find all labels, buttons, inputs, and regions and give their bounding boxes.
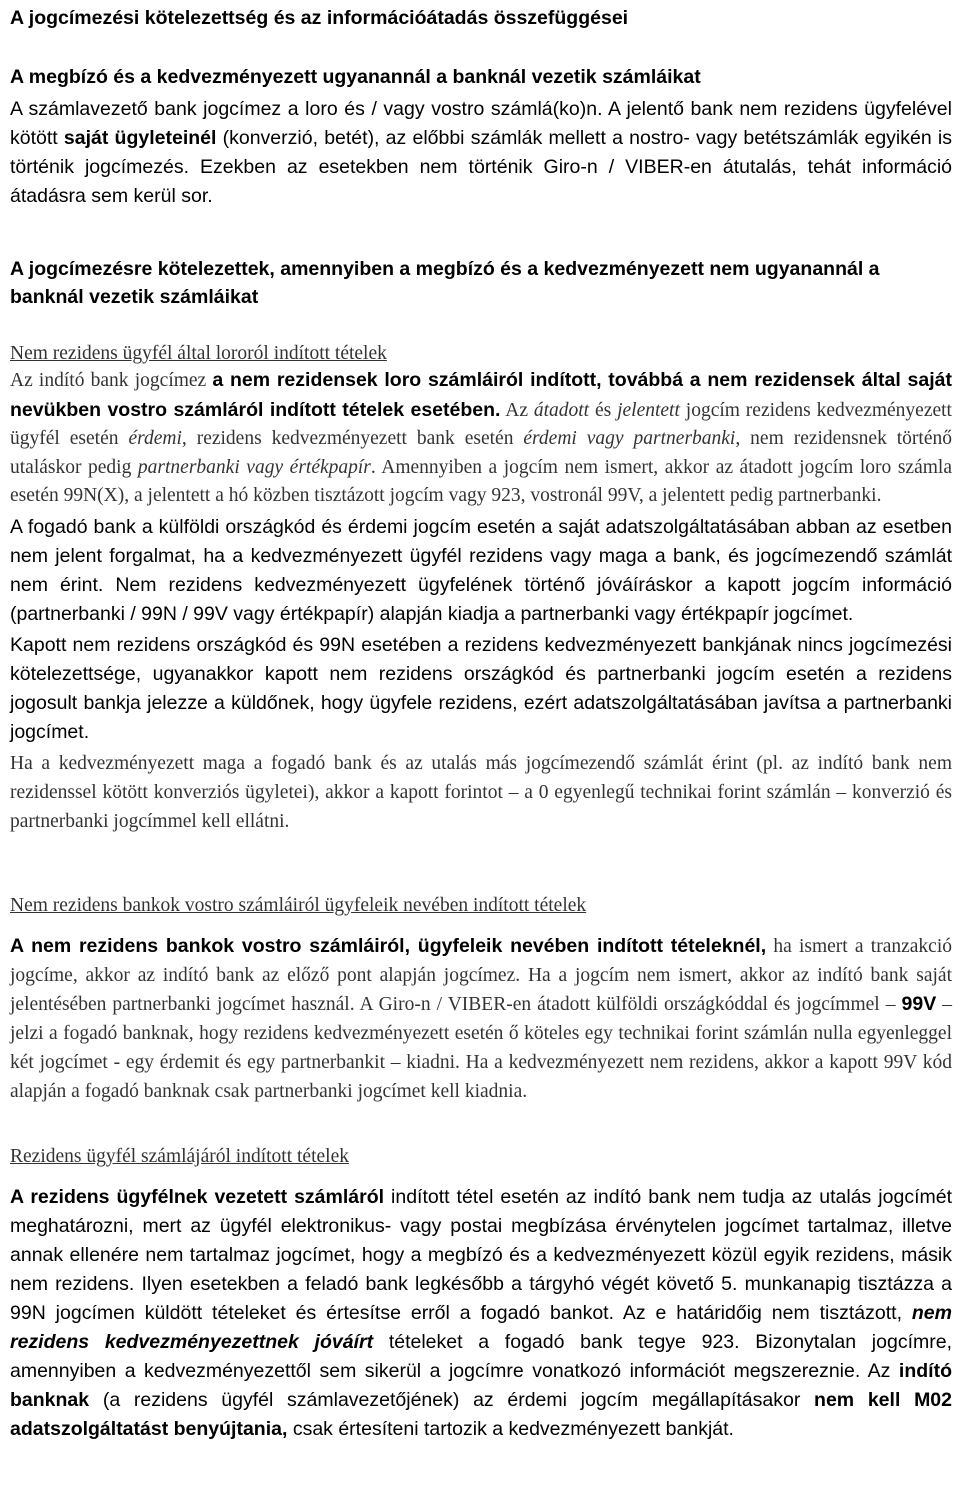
subheading-resident-client: Rezidens ügyfél számlájáról indított tételek <box>10 1146 349 1167</box>
bold-run: 99V <box>901 993 937 1015</box>
bold-run: nem kell M02 adatszolgáltatást benyújtania, <box>10 1389 952 1440</box>
paragraph-nonresident-banks <box>10 932 952 1106</box>
bold-run: A rezidens ügyfélnek vezetett számláról <box>10 1186 385 1208</box>
paragraph-resident-beneficiary: Kapott nem rezidens országkód és 99N esetében a rezidens kedvezményezett bankjának nincs jogcímezési kötelezettsége, ugyanakkor kapott nem rezidens országkód és partnerbanki jogcím esetén a rezidens jogosult bankja jelezze a küldőnek, hogy ügyfele rezidens, ezért adatszolgáltatásában javítsa a partnerbanki jogcímet. <box>10 633 952 743</box>
bold-italic-run: nem rezidens kedvezményezettnek jóváírt <box>10 1302 952 1353</box>
section-2-body <box>10 366 952 836</box>
text-run: tételeket a fogadó bank tegye 923. Bizonytalan jogcímre, amennyiben a kedvezményezettől sem sikerül a jogcímre vonatkozó információt megszereznie. Az <box>10 1331 952 1382</box>
bold-run: indító banknak <box>10 1360 952 1411</box>
paragraph-initiating-bank <box>10 366 952 511</box>
document-title-block <box>10 4 952 32</box>
text-run: , nem rezidensnek történő utaláskor pedig <box>10 428 952 478</box>
italic-run: érdemi <box>128 428 182 449</box>
section-4 <box>10 1143 952 1444</box>
section-2-sub-1 <box>10 340 952 368</box>
paragraph-beneficiary-bank: Ha a kedvezményezett maga a fogadó bank és az utalás más jogcímezendő számlát érint (pl. az indító bank nem rezidenssel kötött konverziós ügyletei), akkor a kapott forintot – a 0 egyenlegű technikai forint számlán – konverzió és partnerbanki jogcímmel kell ellátni. <box>10 752 952 832</box>
bold-run: saját ügyleteinél <box>63 127 217 149</box>
text-run: (konverzió, betét), az előbbi számlák mellett a nostro- vagy betétszámlák egyikén is történik jogcímezés. Ezekben az esetekben nem történik Giro-n / VIBER-en átutalás, tehát információ átadásra sem kerül sor. <box>10 127 952 207</box>
paragraph-receiving-bank: A fogadó bank a külföldi országkód és érdemi jogcím esetén a saját adatszolgáltatásában abban az esetben nem jelent forgalmat, ha a kedvezményezett ügyfél rezidens vagy maga a bank, és jogcímezendő számlát nem érint. Nem rezidens kedvezményezett ügyfelének történő jóváíráskor a kapott jogcím információ (partnerbanki / 99N / 99V vagy értékpapír) alapján kiadja a partnerbanki vagy értékpapír jogcímet. <box>10 515 952 625</box>
text-run: ha ismert a tranzakció jogcíme, akkor az indító bank az előző pont alapján jogcímez. Ha a jogcím nem ismert, akkor az indító bank saját jelentésében partnerbanki jogcímet használ. A Giro-n / VIBER-en átadott külföldi országkóddal és jogcímmel – <box>10 936 953 1015</box>
section-1-paragraph <box>10 95 952 211</box>
italic-run: jelentett <box>617 399 680 421</box>
text-run: és <box>589 399 618 421</box>
italic-run: átadott <box>533 399 590 421</box>
subheading-nonresident-banks-vostro: Nem rezidens bankok vostro számláiról ügyfeleik nevében indított tételek <box>10 895 587 916</box>
section-2-heading: A jogcímezésre kötelezettek, amennyiben a megbízó és a kedvezményezett nem ugyanannál a banknál vezetik számláikat <box>10 258 880 308</box>
subheading-nonresident-loro: Nem rezidens ügyfél által lororól indított tételek <box>10 343 387 364</box>
text-run: indított tétel esetén az indító bank nem tudja az utalás jogcímét meghatározni, mert az ügyfél elektronikus- vagy postai megbízása érvénytelen jogcímet tartalmaz, illetve annak ellenére nem tartalmaz jogcímet, hogy a megbízó és a kedvezményezett közül egyik rezidens, másik nem rezidens. Ilyen esetekben a feladó bank legkésőbb a tárgyhó végét követő 5. munkanapig tisztázza a 99N jogcímen küldött tételeket és értesítse erről a fogadó bankot. Az e határidőig nem tisztázott, <box>10 1186 952 1324</box>
text-run: jogcím rezidens kedvezményezett ügyfél esetén <box>10 399 952 449</box>
text-run: Az indító bank jogcímez <box>10 370 213 391</box>
section-1 <box>10 63 952 211</box>
italic-run: érdemi vagy partnerbanki <box>523 428 736 449</box>
text-run: Az <box>500 399 534 421</box>
text-run: A számlavezető bank jogcímez a loro és / vagy vostro számlá(ko)n. A jelentő bank nem rezidens ügyfelével kötött <box>10 98 952 149</box>
section-1-heading: A megbízó és a kedvezményezett ugyanannál a banknál vezetik számláikat <box>10 66 701 88</box>
bold-run: a nem rezidensek loro számláiról indított, továbbá a nem rezidensek által saját nevükben vostro számláról indított tételek esetében. <box>10 369 952 421</box>
paragraph-resident-client <box>10 1183 952 1444</box>
text-run: csak értesíteni tartozik a kedvezményezett bankját. <box>287 1418 734 1440</box>
text-run: , rezidens kedvezményezett bank esetén <box>181 428 524 449</box>
bold-run: A nem rezidens bankok vostro számláiról, ügyfeleik nevében indított tételeknél, <box>10 935 767 957</box>
section-2-heading-block <box>10 255 952 311</box>
text-run: . Amennyiben a jogcím nem ismert, akkor az átadott jogcím loro számla esetén 99N(X), a jelentett a hó közben tisztázott jogcím vagy 923, vostronál 99V, a jelentett pedig partnerbanki. <box>10 456 952 506</box>
text-run: (a rezidens ügyfél számlavezetőjének) az érdemi jogcím megállapításakor <box>89 1389 815 1411</box>
italic-run: partnerbanki vagy értékpapír <box>137 456 371 478</box>
section-3 <box>10 892 952 1106</box>
document-title: A jogcímezési kötelezettség és az információátadás összefüggései <box>10 7 629 29</box>
text-run: – jelzi a fogadó banknak, hogy rezidens kedvezményezett esetén ő köteles egy technikai forint számlán nulla egyenleggel két jogcímet - egy érdemit és egy partnerbankit – kiadni. Ha a kedvezményezett nem rezidens, akkor a kapott 99V kód alapján a fogadó banknak csak partnerbanki jogcímet kell kiadnia. <box>10 994 952 1102</box>
